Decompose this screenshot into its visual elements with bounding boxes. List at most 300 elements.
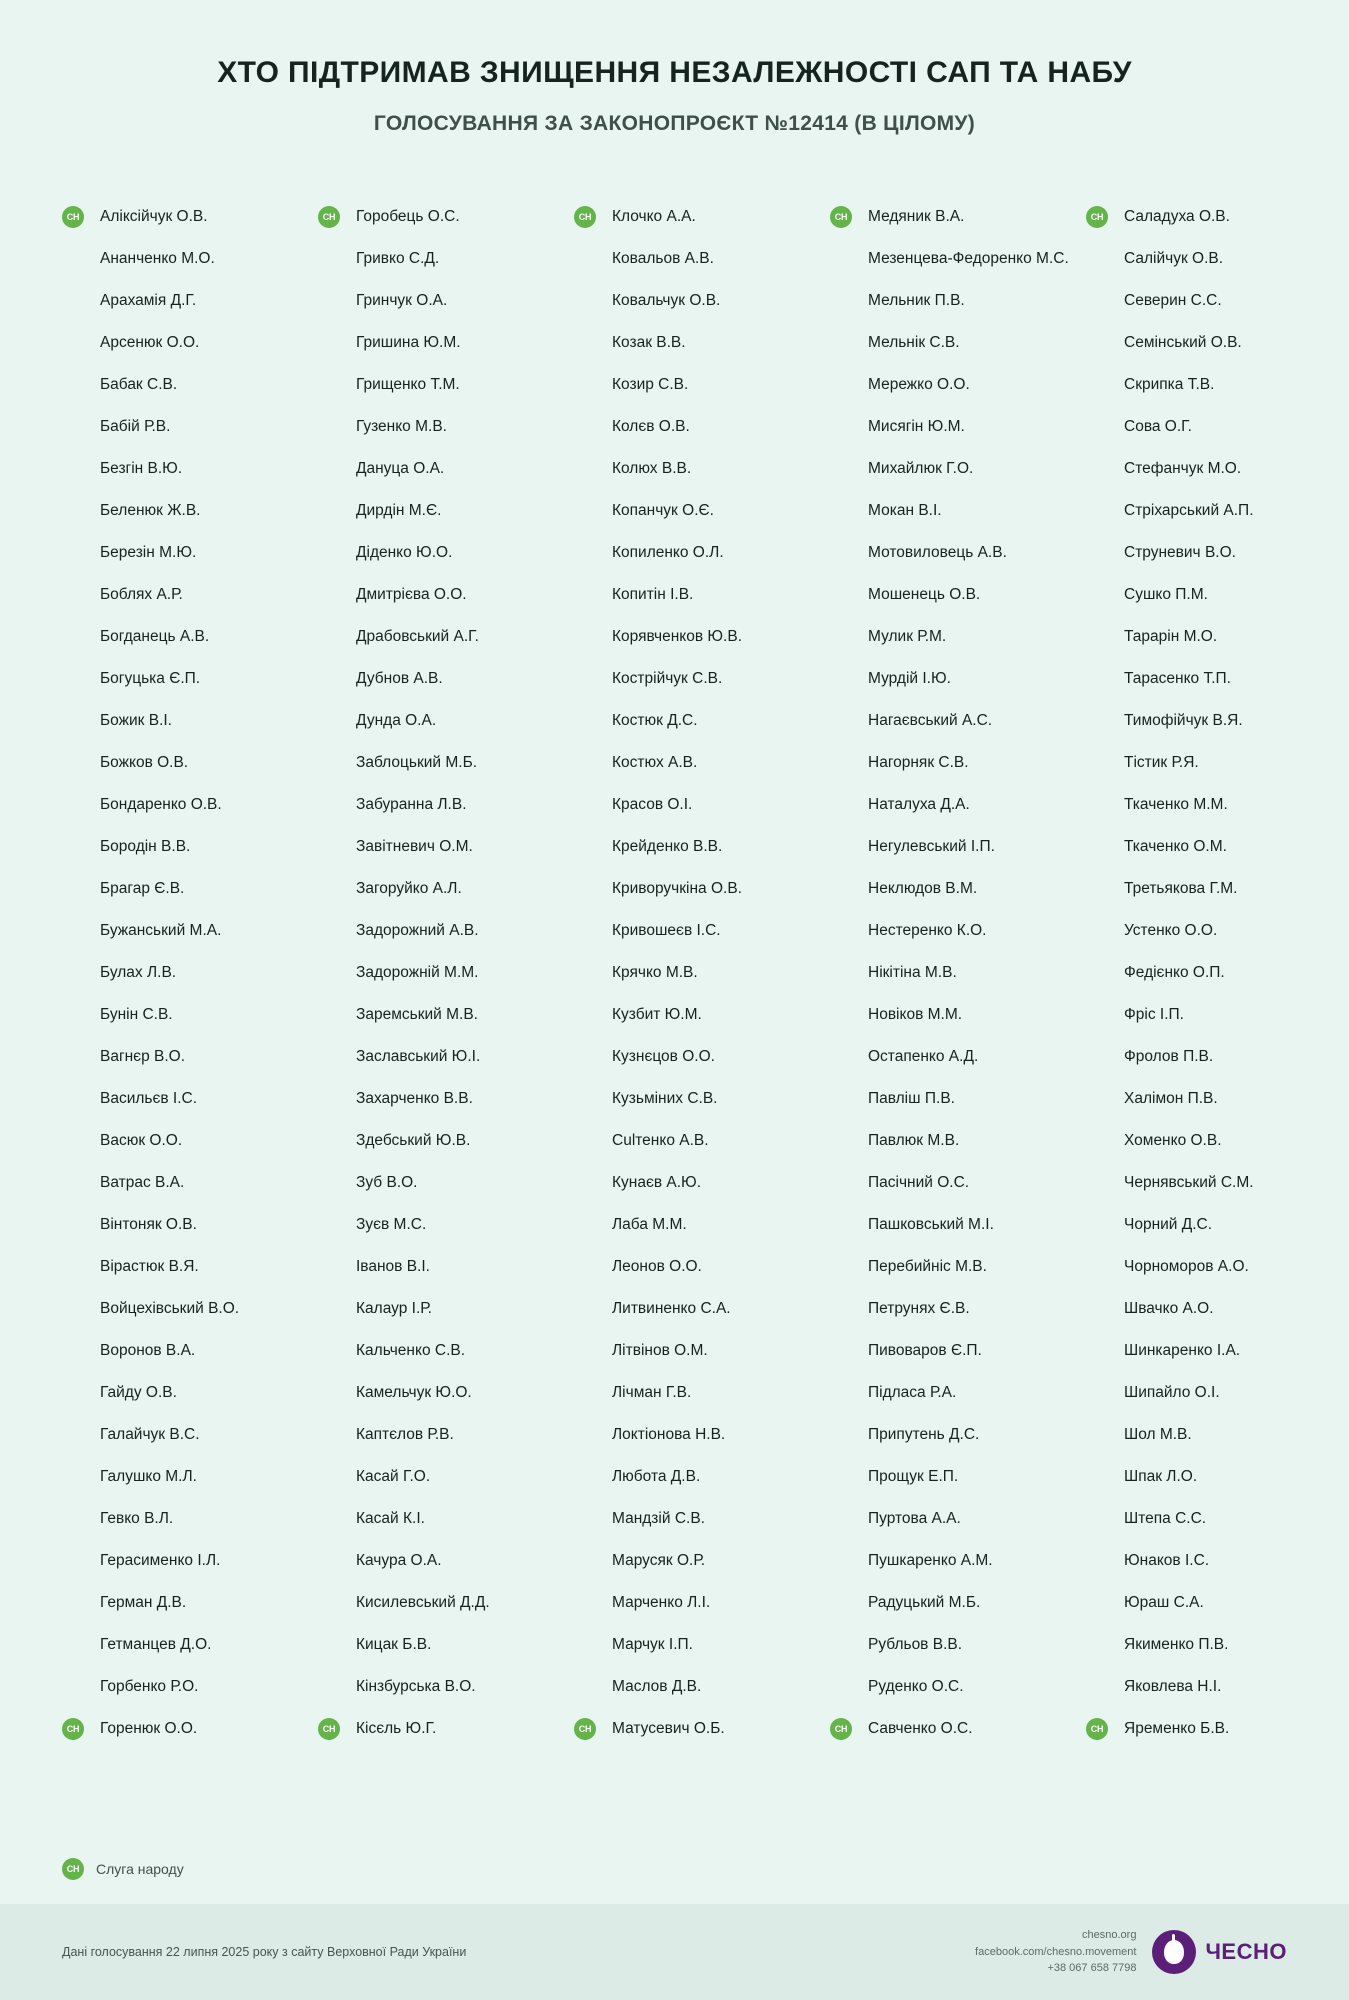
person-name: Лаба М.М. — [612, 1215, 687, 1233]
list-item — [574, 1246, 820, 1288]
list-item — [574, 1120, 820, 1162]
list-item — [1086, 532, 1332, 574]
person-name: Кузбит Ю.М. — [612, 1005, 702, 1023]
contact-website: chesno.org — [1082, 1929, 1137, 1942]
list-item — [1086, 1204, 1332, 1246]
person-name: Юнаков І.С. — [1124, 1551, 1210, 1569]
list-item — [574, 1288, 820, 1330]
contact-facebook: facebook.com/chesno.movement — [975, 1945, 1137, 1958]
list-item — [830, 322, 1076, 364]
list-item — [1086, 1246, 1332, 1288]
person-name: Саладуха О.В. — [1124, 207, 1230, 225]
list-item — [62, 1120, 308, 1162]
list-item — [574, 1582, 820, 1624]
person-name: Леонов О.О. — [612, 1257, 702, 1275]
list-item — [830, 280, 1076, 322]
party-badge-icon: СН — [830, 206, 852, 228]
party-badge-icon: СН — [1086, 1718, 1108, 1740]
person-name: Фріс І.П. — [1124, 1005, 1184, 1023]
person-name: Заремський М.В. — [356, 1005, 478, 1023]
person-name: Вагнєр В.О. — [100, 1047, 186, 1065]
list-item — [1086, 1498, 1332, 1540]
list-item — [574, 1624, 820, 1666]
person-name: Фролов П.В. — [1124, 1047, 1214, 1065]
list-item — [1086, 1330, 1332, 1372]
list-item — [830, 616, 1076, 658]
person-name: Якименко П.В. — [1124, 1635, 1229, 1653]
person-name: Крейденко В.В. — [612, 837, 723, 855]
list-item — [318, 826, 564, 868]
list-item — [62, 868, 308, 910]
list-item — [1086, 826, 1332, 868]
person-name: Галайчук В.С. — [100, 1425, 200, 1443]
person-name: Мокан В.І. — [868, 501, 942, 519]
list-item — [830, 448, 1076, 490]
list-item — [574, 1204, 820, 1246]
list-item — [62, 406, 308, 448]
person-name: Скрипка Т.В. — [1124, 375, 1215, 393]
person-name: Нагорняк С.В. — [868, 753, 969, 771]
person-name: Чорноморов А.О. — [1124, 1257, 1249, 1275]
person-name: Мельнік С.В. — [868, 333, 960, 351]
person-name: Шинкаренко І.А. — [1124, 1341, 1241, 1359]
person-name: Загоруйко А.Л. — [356, 879, 462, 897]
person-name: Припутень Д.С. — [868, 1425, 980, 1443]
person-name: Пушкаренко А.М. — [868, 1551, 993, 1569]
list-item — [62, 280, 308, 322]
person-name: Кісєль Ю.Г. — [356, 1719, 437, 1737]
person-name: Чорний Д.С. — [1124, 1215, 1213, 1233]
party-badge-icon: СН — [574, 206, 596, 228]
list-item — [574, 364, 820, 406]
garlic-icon — [1152, 1930, 1196, 1974]
person-name: Михайлюк Г.О. — [868, 459, 974, 477]
list-item — [318, 364, 564, 406]
list-item — [318, 1414, 564, 1456]
list-item — [318, 868, 564, 910]
person-name: Халімон П.В. — [1124, 1089, 1218, 1107]
list-item — [574, 994, 820, 1036]
list-item — [318, 1540, 564, 1582]
person-name: Тістик Р.Я. — [1124, 753, 1199, 771]
list-item — [318, 1120, 564, 1162]
person-name: Пуртова А.А. — [868, 1509, 961, 1527]
list-item — [62, 910, 308, 952]
list-item — [62, 238, 308, 280]
person-name: Ткаченко М.М. — [1124, 795, 1228, 813]
person-name: Булах Л.В. — [100, 963, 177, 981]
list-item — [62, 1330, 308, 1372]
list-item — [574, 574, 820, 616]
person-name: Гринчук О.А. — [356, 291, 448, 309]
list-item — [62, 1372, 308, 1414]
person-name: Тарарін М.О. — [1124, 627, 1218, 645]
list-item — [318, 322, 564, 364]
list-item — [830, 742, 1076, 784]
list-item — [830, 1162, 1076, 1204]
person-name: Забуранна Л.В. — [356, 795, 467, 813]
list-item — [318, 532, 564, 574]
person-name: Яковлева Н.І. — [1124, 1677, 1222, 1695]
person-name: Літвінов О.М. — [612, 1341, 708, 1359]
person-name: Каптєлов Р.В. — [356, 1425, 454, 1443]
list-item — [318, 1708, 564, 1750]
person-name: Арахамія Д.Г. — [100, 291, 197, 309]
name-columns — [0, 136, 1349, 1750]
person-name: Гевко В.Л. — [100, 1509, 174, 1527]
person-name: Маслов Д.В. — [612, 1677, 702, 1695]
list-item — [1086, 1540, 1332, 1582]
person-name: Кузьміних С.В. — [612, 1089, 718, 1107]
page-title: ХТО ПІДТРИМАВ ЗНИЩЕННЯ НЕЗАЛЕЖНОСТІ САП ТА НАБУ — [217, 56, 1132, 89]
list-item — [574, 322, 820, 364]
person-name: Колюх В.В. — [612, 459, 692, 477]
list-item — [830, 490, 1076, 532]
list-item — [318, 1498, 564, 1540]
person-name: Бунін С.В. — [100, 1005, 173, 1023]
person-name: Руденко О.С. — [868, 1677, 964, 1695]
person-name: Гришина Ю.М. — [356, 333, 461, 351]
list-item — [62, 1498, 308, 1540]
list-item — [1086, 238, 1332, 280]
person-name: Дмитрієва О.О. — [356, 585, 467, 603]
person-name: Пивоваров Є.П. — [868, 1341, 982, 1359]
list-item — [318, 1246, 564, 1288]
person-name: Завітневич О.М. — [356, 837, 473, 855]
chesno-logo — [1152, 1930, 1287, 1974]
legend-label: Слуга народу — [96, 1861, 184, 1877]
list-item — [830, 1708, 1076, 1750]
page-subtitle: ГОЛОСУВАННЯ ЗА ЗАКОНОПРОЄКТ №12414 (В ЦІЛОМУ) — [373, 112, 976, 135]
person-name: Лічман Г.В. — [612, 1383, 692, 1401]
party-badge-icon: СН — [830, 1718, 852, 1740]
legend — [62, 1858, 184, 1880]
person-name: Копанчук О.Є. — [612, 501, 714, 519]
list-item — [830, 1078, 1076, 1120]
person-name: Бабій Р.В. — [100, 417, 171, 435]
list-item — [1086, 364, 1332, 406]
person-name: Корявченков Ю.В. — [612, 627, 743, 645]
person-name: Неклюдов В.М. — [868, 879, 978, 897]
person-name: Горенюк О.О. — [100, 1719, 198, 1737]
person-name: Вінтоняк О.В. — [100, 1215, 197, 1233]
person-name: Брагар Є.В. — [100, 879, 185, 897]
list-item — [318, 238, 564, 280]
name-column — [318, 196, 564, 1750]
list-item — [318, 1078, 564, 1120]
list-item — [1086, 1456, 1332, 1498]
person-name: Кисилевський Д.Д. — [356, 1593, 490, 1611]
list-item — [1086, 1414, 1332, 1456]
person-name: Радуцький М.Б. — [868, 1593, 981, 1611]
person-name: Струневич В.О. — [1124, 543, 1236, 561]
list-item — [574, 910, 820, 952]
person-name: Ковальов А.В. — [612, 249, 714, 267]
party-badge-icon: СН — [318, 1718, 340, 1740]
list-item — [574, 700, 820, 742]
person-name: Заблоцький М.Б. — [356, 753, 478, 771]
person-name: Криворучкіна О.В. — [612, 879, 742, 897]
person-name: Чернявський С.М. — [1124, 1173, 1254, 1191]
person-name: Клочко А.А. — [612, 207, 696, 225]
person-name: Пашковський М.І. — [868, 1215, 994, 1233]
list-item — [574, 784, 820, 826]
list-item — [318, 1456, 564, 1498]
list-item — [830, 910, 1076, 952]
person-name: Заславський Ю.І. — [356, 1047, 481, 1065]
person-name: Зуєв М.С. — [356, 1215, 427, 1233]
list-item — [62, 742, 308, 784]
person-name: Наталуха Д.А. — [868, 795, 970, 813]
name-column — [830, 196, 1076, 1750]
list-item — [62, 448, 308, 490]
list-item — [1086, 658, 1332, 700]
list-item — [830, 574, 1076, 616]
list-item — [1086, 1666, 1332, 1708]
list-item — [830, 1372, 1076, 1414]
list-item — [574, 868, 820, 910]
person-name: Сова О.Г. — [1124, 417, 1192, 435]
person-name: Любота Д.В. — [612, 1467, 701, 1485]
person-name: Стефанчук М.О. — [1124, 459, 1242, 477]
person-name: Павлюк М.В. — [868, 1131, 960, 1149]
list-item — [62, 1078, 308, 1120]
person-name: Мулик Р.М. — [868, 627, 947, 645]
list-item — [62, 700, 308, 742]
list-item — [574, 616, 820, 658]
person-name: Рубльов В.В. — [868, 1635, 963, 1653]
person-name: Гузенко М.В. — [356, 417, 447, 435]
person-name: Войцехівський В.О. — [100, 1299, 240, 1317]
person-name: Вірастюк В.Я. — [100, 1257, 199, 1275]
list-item — [1086, 616, 1332, 658]
party-badge-icon: СН — [574, 1718, 596, 1740]
list-item — [1086, 994, 1332, 1036]
list-item — [830, 952, 1076, 994]
person-name: Медяник В.А. — [868, 207, 965, 225]
person-name: Захарченко В.В. — [356, 1089, 473, 1107]
list-item — [1086, 1078, 1332, 1120]
list-item — [318, 406, 564, 448]
person-name: Литвиненко С.А. — [612, 1299, 731, 1317]
person-name: Матусевич О.Б. — [612, 1719, 725, 1737]
list-item — [318, 1036, 564, 1078]
person-name: Семінський О.В. — [1124, 333, 1242, 351]
person-name: Герман Д.В. — [100, 1593, 187, 1611]
list-item — [1086, 1708, 1332, 1750]
person-name: Прощук Е.П. — [868, 1467, 959, 1485]
list-item — [62, 1708, 308, 1750]
person-name: Кострійчук С.В. — [612, 669, 723, 687]
person-name: Локтіонова Н.В. — [612, 1425, 726, 1443]
person-name: Васюк О.О. — [100, 1131, 183, 1149]
party-badge-icon: СН — [62, 1858, 84, 1880]
person-name: Мисягін Ю.М. — [868, 417, 965, 435]
list-item — [830, 238, 1076, 280]
list-item — [574, 1456, 820, 1498]
list-item — [62, 616, 308, 658]
person-name: Бондаренко О.В. — [100, 795, 222, 813]
person-name: Ватрас В.А. — [100, 1173, 185, 1191]
list-item — [1086, 1372, 1332, 1414]
person-name: Крячко М.В. — [612, 963, 698, 981]
list-item — [62, 1204, 308, 1246]
person-name: Гайду О.В. — [100, 1383, 177, 1401]
person-name: Камельчук Ю.О. — [356, 1383, 472, 1401]
person-name: Колєв О.В. — [612, 417, 690, 435]
list-item — [318, 1666, 564, 1708]
party-badge-icon: СН — [62, 1718, 84, 1740]
list-item — [1086, 1582, 1332, 1624]
list-item — [62, 490, 308, 532]
list-item — [574, 1162, 820, 1204]
person-name: Остапенко А.Д. — [868, 1047, 979, 1065]
contact-lines — [975, 1927, 1136, 1977]
list-item — [318, 616, 564, 658]
person-name: Здебський Ю.В. — [356, 1131, 471, 1149]
person-name: Кицак Б.В. — [356, 1635, 432, 1653]
list-item — [574, 1540, 820, 1582]
list-item — [830, 406, 1076, 448]
person-name: Діденко Ю.О. — [356, 543, 453, 561]
list-item — [1086, 1624, 1332, 1666]
party-badge-icon: СН — [62, 206, 84, 228]
list-item — [318, 196, 564, 238]
list-item — [62, 364, 308, 406]
person-name: Мельник П.В. — [868, 291, 965, 309]
person-name: Шол М.В. — [1124, 1425, 1192, 1443]
list-item — [830, 1414, 1076, 1456]
list-item — [62, 1288, 308, 1330]
list-item — [1086, 490, 1332, 532]
person-name: Павліш П.В. — [868, 1089, 955, 1107]
person-name: Кривошеєв І.С. — [612, 921, 721, 939]
list-item — [62, 1414, 308, 1456]
person-name: Стріхарський А.П. — [1124, 501, 1254, 519]
list-item — [1086, 868, 1332, 910]
list-item — [62, 1624, 308, 1666]
person-name: Савченко О.С. — [868, 1719, 973, 1737]
list-item — [1086, 1162, 1332, 1204]
person-name: Зуб В.О. — [356, 1173, 418, 1191]
list-item — [574, 1036, 820, 1078]
person-name: Новіков М.М. — [868, 1005, 963, 1023]
person-name: Марченко Л.І. — [612, 1593, 711, 1611]
person-name: Устенко О.О. — [1124, 921, 1218, 939]
list-item — [574, 1666, 820, 1708]
list-item — [830, 1666, 1076, 1708]
person-name: Мотовиловець А.В. — [868, 543, 1007, 561]
person-name: Ковальчук О.В. — [612, 291, 721, 309]
person-name: Костюх А.В. — [612, 753, 698, 771]
person-name: Богданець А.В. — [100, 627, 210, 645]
list-item — [830, 1582, 1076, 1624]
list-item — [62, 1582, 308, 1624]
person-name: Салійчук О.В. — [1124, 249, 1224, 267]
person-name: Божик В.І. — [100, 711, 172, 729]
person-name: Шпак Л.О. — [1124, 1467, 1198, 1485]
list-item — [830, 1540, 1076, 1582]
list-item — [574, 406, 820, 448]
person-name: Боблях А.Р. — [100, 585, 183, 603]
person-name: Горбенко Р.О. — [100, 1677, 199, 1695]
logo-text: ЧЕСНО — [1205, 1939, 1287, 1964]
contacts-block — [975, 1927, 1287, 1977]
person-name: Задорожний А.В. — [356, 921, 479, 939]
list-item — [1086, 448, 1332, 490]
person-name: Третьякова Г.М. — [1124, 879, 1238, 897]
list-item — [318, 574, 564, 616]
person-name: Богуцька Є.П. — [100, 669, 201, 687]
list-item — [830, 1036, 1076, 1078]
contact-phone: +38 067 658 7798 — [1047, 1962, 1137, 1975]
list-item — [574, 280, 820, 322]
list-item — [1086, 952, 1332, 994]
person-name: Грищенко Т.М. — [356, 375, 460, 393]
person-name: Ткаченко О.М. — [1124, 837, 1227, 855]
person-name: Мезенцева-Федоренко М.С. — [868, 249, 1069, 267]
person-name: Арсенюк О.О. — [100, 333, 200, 351]
list-item — [830, 1456, 1076, 1498]
list-item — [574, 448, 820, 490]
list-item — [830, 1246, 1076, 1288]
list-item — [318, 1582, 564, 1624]
person-name: Перебийніс М.В. — [868, 1257, 987, 1275]
list-item — [1086, 406, 1332, 448]
list-item — [830, 364, 1076, 406]
list-item — [62, 1456, 308, 1498]
list-item — [574, 1330, 820, 1372]
person-name: Гетманцев Д.О. — [100, 1635, 212, 1653]
person-name: Яременко Б.В. — [1124, 1719, 1230, 1737]
list-item — [830, 1330, 1076, 1372]
list-item — [574, 1708, 820, 1750]
list-item — [1086, 322, 1332, 364]
list-item — [830, 784, 1076, 826]
person-name: Бужанський М.А. — [100, 921, 222, 939]
list-item — [1086, 910, 1332, 952]
list-item — [830, 700, 1076, 742]
list-item — [318, 784, 564, 826]
person-name: Воронов В.А. — [100, 1341, 196, 1359]
person-name: Мошенець О.В. — [868, 585, 981, 603]
list-item — [574, 1414, 820, 1456]
list-item — [62, 574, 308, 616]
person-name: Копитін І.В. — [612, 585, 694, 603]
name-column — [574, 196, 820, 1750]
person-name: Іванов В.І. — [356, 1257, 430, 1275]
person-name: Нагаєвський А.С. — [868, 711, 993, 729]
person-name: Петрунях Є.В. — [868, 1299, 970, 1317]
list-item — [62, 784, 308, 826]
list-item — [830, 868, 1076, 910]
person-name: Красов О.І. — [612, 795, 693, 813]
person-name: Дунда О.А. — [356, 711, 437, 729]
person-name: Северин С.С. — [1124, 291, 1222, 309]
list-item — [1086, 700, 1332, 742]
person-name: Драбовський А.Г. — [356, 627, 479, 645]
list-item — [830, 1120, 1076, 1162]
person-name: Козир С.В. — [612, 375, 689, 393]
person-name: Федієнко О.П. — [1124, 963, 1225, 981]
list-item — [574, 658, 820, 700]
person-name: Нестеренко К.О. — [868, 921, 987, 939]
list-item — [318, 1330, 564, 1372]
list-item — [318, 280, 564, 322]
list-item — [62, 1666, 308, 1708]
person-name: Васильєв І.С. — [100, 1089, 198, 1107]
list-item — [318, 490, 564, 532]
